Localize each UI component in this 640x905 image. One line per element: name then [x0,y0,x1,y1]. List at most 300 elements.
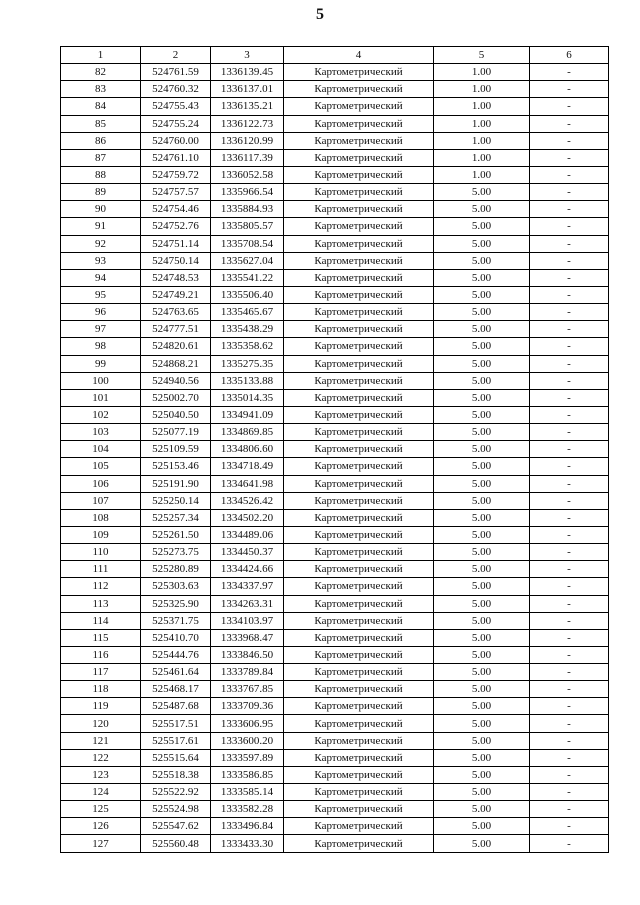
table-row [61,749,609,766]
table-cell: 1335014.35 [211,389,284,406]
table-cell: 525444.76 [141,646,211,663]
table-cell: 5.00 [434,766,530,783]
table-cell: - [530,441,609,458]
table-cell: 1334641.98 [211,475,284,492]
table-cell: - [530,321,609,338]
table-cell: 5.00 [434,321,530,338]
table-cell: 90 [61,201,141,218]
column-header: 3 [211,47,284,64]
table-cell: - [530,801,609,818]
table-cell: 5.00 [434,235,530,252]
table-cell: - [530,749,609,766]
table-cell: 525515.64 [141,749,211,766]
table-cell: 93 [61,252,141,269]
table-cell: 1.00 [434,81,530,98]
table-cell: 88 [61,166,141,183]
table-cell: 1334526.42 [211,492,284,509]
table-cell: Картометрический [284,698,434,715]
table-cell: Картометрический [284,115,434,132]
table-cell: 85 [61,115,141,132]
table-cell: 525325.90 [141,595,211,612]
table-cell: Картометрический [284,441,434,458]
table-row [61,458,609,475]
table-cell: 92 [61,235,141,252]
table-cell: 524750.14 [141,252,211,269]
table-row [61,526,609,543]
table-cell: 89 [61,184,141,201]
table-row [61,115,609,132]
table-cell: 525517.61 [141,732,211,749]
table-cell: - [530,784,609,801]
table-cell: 1333586.85 [211,766,284,783]
table-row [61,732,609,749]
table-cell: 5.00 [434,681,530,698]
table-cell: 123 [61,766,141,783]
table-row [61,166,609,183]
table-cell: 1334941.09 [211,406,284,423]
table-cell: 126 [61,818,141,835]
table-row [61,184,609,201]
table-cell: 1333767.85 [211,681,284,698]
table-cell: - [530,406,609,423]
table-row [61,406,609,423]
table-cell: 116 [61,646,141,663]
table-cell: 1333968.47 [211,629,284,646]
table-cell: 1333496.84 [211,818,284,835]
table-cell: Картометрический [284,389,434,406]
table-cell: - [530,304,609,321]
table-cell: 114 [61,612,141,629]
table-cell: 5.00 [434,492,530,509]
table-cell: 525303.63 [141,578,211,595]
table-cell: 1333789.84 [211,664,284,681]
table-cell: 1333709.36 [211,698,284,715]
table-cell: - [530,424,609,441]
table-cell: 525547.62 [141,818,211,835]
table-cell: 5.00 [434,715,530,732]
table-cell: 91 [61,218,141,235]
table-cell: 5.00 [434,784,530,801]
table-cell: 5.00 [434,595,530,612]
table-cell: - [530,681,609,698]
table-cell: 127 [61,835,141,852]
table-cell: - [530,595,609,612]
table-cell: 1336137.01 [211,81,284,98]
table-row [61,681,609,698]
table-cell: Картометрический [284,561,434,578]
table-cell: 86 [61,132,141,149]
table-cell: - [530,115,609,132]
table-cell: 5.00 [434,801,530,818]
table-cell: Картометрический [284,64,434,81]
table-row [61,389,609,406]
table-row [61,646,609,663]
column-header: 4 [284,47,434,64]
table-cell: - [530,218,609,235]
table-cell: 525077.19 [141,424,211,441]
table-cell: 524760.00 [141,132,211,149]
table-cell: 525410.70 [141,629,211,646]
table-cell: 84 [61,98,141,115]
table-cell: Картометрический [284,681,434,698]
table-cell: 82 [61,64,141,81]
table-cell: 525280.89 [141,561,211,578]
table-cell: 525109.59 [141,441,211,458]
table-cell: Картометрический [284,544,434,561]
table-row [61,304,609,321]
table-cell: Картометрический [284,818,434,835]
table-cell: - [530,372,609,389]
table-cell: 83 [61,81,141,98]
table-row [61,321,609,338]
table-cell: 5.00 [434,544,530,561]
table-cell: 119 [61,698,141,715]
table-cell: Картометрический [284,338,434,355]
table-cell: 5.00 [434,526,530,543]
table-cell: Картометрический [284,166,434,183]
table-row [61,595,609,612]
table-row [61,149,609,166]
table-cell: 5.00 [434,732,530,749]
table-cell: 1336120.99 [211,132,284,149]
table-cell: 525522.92 [141,784,211,801]
table-row [61,81,609,98]
table-cell: 97 [61,321,141,338]
page-number: 5 [316,6,324,23]
table-cell: 524748.53 [141,269,211,286]
column-header: 5 [434,47,530,64]
table-cell: 96 [61,304,141,321]
table-cell: 124 [61,784,141,801]
table-cell: - [530,766,609,783]
table-cell: 524749.21 [141,286,211,303]
table-cell: Картометрический [284,81,434,98]
table-cell: 525468.17 [141,681,211,698]
table-cell: - [530,389,609,406]
table-cell: Картометрический [284,612,434,629]
table-row [61,578,609,595]
table-row [61,252,609,269]
table-cell: 5.00 [434,475,530,492]
table-cell: Картометрический [284,732,434,749]
table-cell: - [530,492,609,509]
table-cell: - [530,629,609,646]
table-cell: 1335506.40 [211,286,284,303]
table-cell: 1.00 [434,132,530,149]
table-cell: Картометрический [284,492,434,509]
table-cell: - [530,612,609,629]
table-cell: 108 [61,509,141,526]
table-cell: 5.00 [434,184,530,201]
column-header: 1 [61,47,141,64]
coordinates-table [60,46,609,853]
table-cell: Картометрический [284,578,434,595]
table-row [61,64,609,81]
table-cell: 5.00 [434,252,530,269]
table-cell: Картометрический [284,235,434,252]
table-cell: - [530,818,609,835]
table-cell: 100 [61,372,141,389]
table-cell: - [530,286,609,303]
table-cell: Картометрический [284,218,434,235]
table-cell: Картометрический [284,646,434,663]
table-cell: 104 [61,441,141,458]
table-cell: 5.00 [434,698,530,715]
table-cell: 121 [61,732,141,749]
table-cell: 524777.51 [141,321,211,338]
table-cell: - [530,235,609,252]
table-row [61,218,609,235]
table-cell: Картометрический [284,595,434,612]
table-cell: 1335438.29 [211,321,284,338]
table-cell: Картометрический [284,355,434,372]
table-row [61,235,609,252]
table-cell: Картометрический [284,406,434,423]
table-cell: 95 [61,286,141,303]
table-cell: Картометрический [284,269,434,286]
table-cell: 525040.50 [141,406,211,423]
table-cell: 524757.57 [141,184,211,201]
table-cell: 1333606.95 [211,715,284,732]
table-cell: 1336052.58 [211,166,284,183]
table-row [61,664,609,681]
table-cell: 118 [61,681,141,698]
table-cell: 1335358.62 [211,338,284,355]
table-cell: 113 [61,595,141,612]
table-cell: 525524.98 [141,801,211,818]
table-cell: Картометрический [284,132,434,149]
table-row [61,784,609,801]
table-cell: 1336135.21 [211,98,284,115]
table-cell: 1.00 [434,64,530,81]
table-cell: Картометрический [284,801,434,818]
table-cell: 1.00 [434,166,530,183]
table-cell: - [530,475,609,492]
table-body [61,64,609,852]
table-cell: 524755.43 [141,98,211,115]
table-cell: 102 [61,406,141,423]
table-cell: - [530,526,609,543]
table-cell: 105 [61,458,141,475]
table-cell: 1335708.54 [211,235,284,252]
table-cell: - [530,578,609,595]
table-cell: Картометрический [284,664,434,681]
table-cell: 98 [61,338,141,355]
table-cell: 5.00 [434,269,530,286]
table-cell: 1334263.31 [211,595,284,612]
table-cell: Картометрический [284,184,434,201]
table-cell: 1.00 [434,98,530,115]
table-cell: 524755.24 [141,115,211,132]
table-cell: - [530,698,609,715]
table-cell: 5.00 [434,612,530,629]
table-row [61,269,609,286]
table-cell: 524760.32 [141,81,211,98]
table-cell: 1336117.39 [211,149,284,166]
table-cell: Картометрический [284,475,434,492]
table-cell: - [530,664,609,681]
table-cell: 1333846.50 [211,646,284,663]
table-cell: - [530,149,609,166]
table-cell: Картометрический [284,424,434,441]
table-cell: 1334502.20 [211,509,284,526]
table-cell: 1335133.88 [211,372,284,389]
table-cell: - [530,715,609,732]
table-cell: 5.00 [434,338,530,355]
table-cell: - [530,132,609,149]
table-row [61,492,609,509]
table-cell: Картометрический [284,766,434,783]
table-row [61,475,609,492]
table-cell: 1333585.14 [211,784,284,801]
table-cell: 103 [61,424,141,441]
table-row [61,355,609,372]
table-cell: - [530,252,609,269]
table-cell: 1334869.85 [211,424,284,441]
table-cell: Картометрический [284,458,434,475]
table-cell: 120 [61,715,141,732]
table-cell: 1333600.20 [211,732,284,749]
table-cell: 1334337.97 [211,578,284,595]
table-cell: 1334424.66 [211,561,284,578]
table-cell: - [530,166,609,183]
table-cell: Картометрический [284,286,434,303]
table-cell: - [530,544,609,561]
table-cell: Картометрический [284,304,434,321]
table-cell: - [530,835,609,852]
column-header: 6 [530,47,609,64]
table-cell: - [530,269,609,286]
table-cell: 524754.46 [141,201,211,218]
table-cell: 5.00 [434,201,530,218]
table-cell: 1334718.49 [211,458,284,475]
table-cell: - [530,64,609,81]
table-cell: 1335966.54 [211,184,284,201]
table-cell: 5.00 [434,561,530,578]
table-row [61,372,609,389]
table-header-row [61,47,609,64]
table-cell: 1333582.28 [211,801,284,818]
table-cell: 524763.65 [141,304,211,321]
table-row [61,612,609,629]
table-row [61,561,609,578]
table-cell: 5.00 [434,818,530,835]
table-cell: 5.00 [434,424,530,441]
table-cell: 5.00 [434,646,530,663]
column-header: 2 [141,47,211,64]
table-cell: 525153.46 [141,458,211,475]
table-cell: 1334806.60 [211,441,284,458]
table-cell: 1336122.73 [211,115,284,132]
table-cell: 525371.75 [141,612,211,629]
table-cell: 525261.50 [141,526,211,543]
table-cell: 1333433.30 [211,835,284,852]
table-cell: Картометрический [284,201,434,218]
table-cell: 525461.64 [141,664,211,681]
table-cell: Картометрический [284,509,434,526]
table-cell: 5.00 [434,749,530,766]
table-cell: 524868.21 [141,355,211,372]
table-row [61,766,609,783]
table-cell: Картометрический [284,629,434,646]
table-row [61,835,609,852]
table-cell: 5.00 [434,304,530,321]
table-row [61,715,609,732]
table-cell: 525487.68 [141,698,211,715]
table-cell: 5.00 [434,389,530,406]
table-cell: 94 [61,269,141,286]
table-row [61,441,609,458]
table-cell: 524752.76 [141,218,211,235]
table-cell: 1334489.06 [211,526,284,543]
table-cell: 525250.14 [141,492,211,509]
table-cell: - [530,458,609,475]
table-cell: 525560.48 [141,835,211,852]
table-row [61,132,609,149]
table-cell: 1336139.45 [211,64,284,81]
table-cell: 109 [61,526,141,543]
table-row [61,698,609,715]
table-cell: 5.00 [434,629,530,646]
table-cell: - [530,338,609,355]
table-cell: 5.00 [434,509,530,526]
table-cell: 524751.14 [141,235,211,252]
table-cell: 107 [61,492,141,509]
table-cell: 525002.70 [141,389,211,406]
table-cell: 1335805.57 [211,218,284,235]
table-cell: 5.00 [434,286,530,303]
table-row [61,509,609,526]
table-cell: Картометрический [284,252,434,269]
table-row [61,544,609,561]
table-cell: 524761.10 [141,149,211,166]
table-cell: 5.00 [434,664,530,681]
table-cell: - [530,646,609,663]
table-cell: 5.00 [434,372,530,389]
table-cell: 1335627.04 [211,252,284,269]
table-cell: 1334450.37 [211,544,284,561]
table-cell: 525518.38 [141,766,211,783]
table-row [61,201,609,218]
table-cell: 5.00 [434,406,530,423]
table-cell: 525517.51 [141,715,211,732]
table-cell: - [530,509,609,526]
table-cell: 524820.61 [141,338,211,355]
table-cell: Картометрический [284,526,434,543]
table-row [61,286,609,303]
table-row [61,98,609,115]
table-cell: - [530,184,609,201]
table-cell: 1335465.67 [211,304,284,321]
table-cell: 5.00 [434,441,530,458]
table-cell: 110 [61,544,141,561]
table-cell: 87 [61,149,141,166]
table-cell: 5.00 [434,355,530,372]
table-cell: Картометрический [284,784,434,801]
table-cell: 1335541.22 [211,269,284,286]
table-cell: Картометрический [284,835,434,852]
table-row [61,801,609,818]
table-cell: Картометрический [284,321,434,338]
table-cell: - [530,732,609,749]
table-cell: - [530,355,609,372]
table-cell: 1335275.35 [211,355,284,372]
table-cell: 99 [61,355,141,372]
table-cell: 1335884.93 [211,201,284,218]
table-cell: Картометрический [284,98,434,115]
table-row [61,629,609,646]
table-cell: Картометрический [284,149,434,166]
